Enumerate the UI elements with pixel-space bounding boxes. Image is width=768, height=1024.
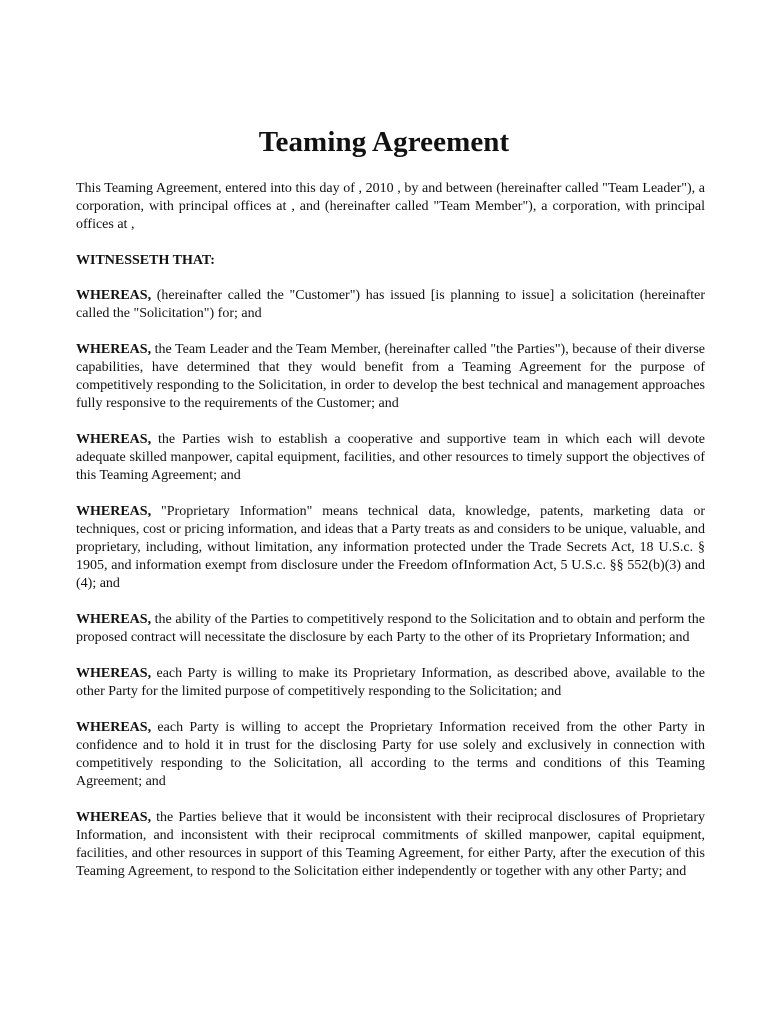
whereas-clause-8 [76,809,705,881]
clause-text: each Party is willing to make its Proprietary Information, as described above, available to the other Party for the limited purpose of competitively responding to the Solicitation; and [76,666,705,699]
clause-lead: WHEREAS, [76,720,152,735]
document-title: Teaming Agreement [258,126,510,158]
clause-text: the Parties believe that it would be inconsistent with their reciprocal disclosures of Proprietary Information, and inconsistent with their reciprocal commitments of skilled manpower, capital equipment, facilities, and other resources in support of this Teaming Agreement, for either Party, after the execution of this Teaming Agreement, to respond to the Solicitation either independently or together with any other Party; and [76,810,705,879]
clause-lead: WHEREAS, [76,288,152,303]
whereas-clause-6 [76,665,705,701]
document-body [76,180,705,899]
whereas-clause-2 [76,341,705,413]
clause-lead: WHEREAS, [76,432,152,447]
whereas-clause-4 [76,503,705,593]
clause-lead: WHEREAS, [76,342,152,357]
clause-text: the ability of the Parties to competitively respond to the Solicitation and to obtain and perform the proposed contract will necessitate the disclosure by each Party to the other of its Proprietary Information; and [76,612,705,645]
whereas-clause-7 [76,719,705,791]
whereas-clause-3 [76,431,705,485]
whereas-clause-1 [76,287,705,323]
clause-lead: WHEREAS, [76,810,152,825]
clause-text: each Party is willing to accept the Proprietary Information received from the other Party in confidence and to hold it in trust for the disclosing Party for use solely and exclusively in connection with competitively responding to the Solicitation, all according to the terms and conditions of this Teaming Agreement; and [76,720,705,789]
witnesseth-heading: WITNESSETH THAT: [76,253,215,268]
whereas-clause-5 [76,611,705,647]
clause-text: the Team Leader and the Team Member, (hereinafter called "the Parties"), because of their diverse capabilities, have determined that they would benefit from a Teaming Agreement for the purpose of competitively responding to the Solicitation, in order to develop the best technical and management approaches fully responsive to the requirements of the Customer; and [76,342,705,411]
clause-text: the Parties wish to establish a cooperative and supportive team in which each will devote adequate skilled manpower, capital equipment, facilities, and other resources to timely support the objectives of this Teaming Agreement; and [76,432,705,483]
clause-text: (hereinafter called the "Customer") has issued [is planning to issue] a solicitation (hereinafter called the "Solicitation") for; and [76,288,705,321]
clause-text: "Proprietary Information" means technical data, knowledge, patents, marketing data or techniques, cost or pricing information, and ideas that a Party treats as and considers to be unique, valuable, and proprietary, including, without limitation, any information protected under the Trade Secrets Act, 18 U.S.c. § 1905, and information exempt from disclosure under the Freedom ofInformation Act, 5 U.S.c. §§ 552(b)(3) and (4); and [76,504,705,591]
clause-lead: WHEREAS, [76,612,152,627]
intro-paragraph: This Teaming Agreement, entered into this day of , 2010 , by and between (hereinafter called "Team Leader"), a corporation, with principal offices at , and (hereinafter called "Team Member"), a corporation, with principal offices at , [76,181,705,232]
clause-lead: WHEREAS, [76,504,152,519]
clause-lead: WHEREAS, [76,666,152,681]
